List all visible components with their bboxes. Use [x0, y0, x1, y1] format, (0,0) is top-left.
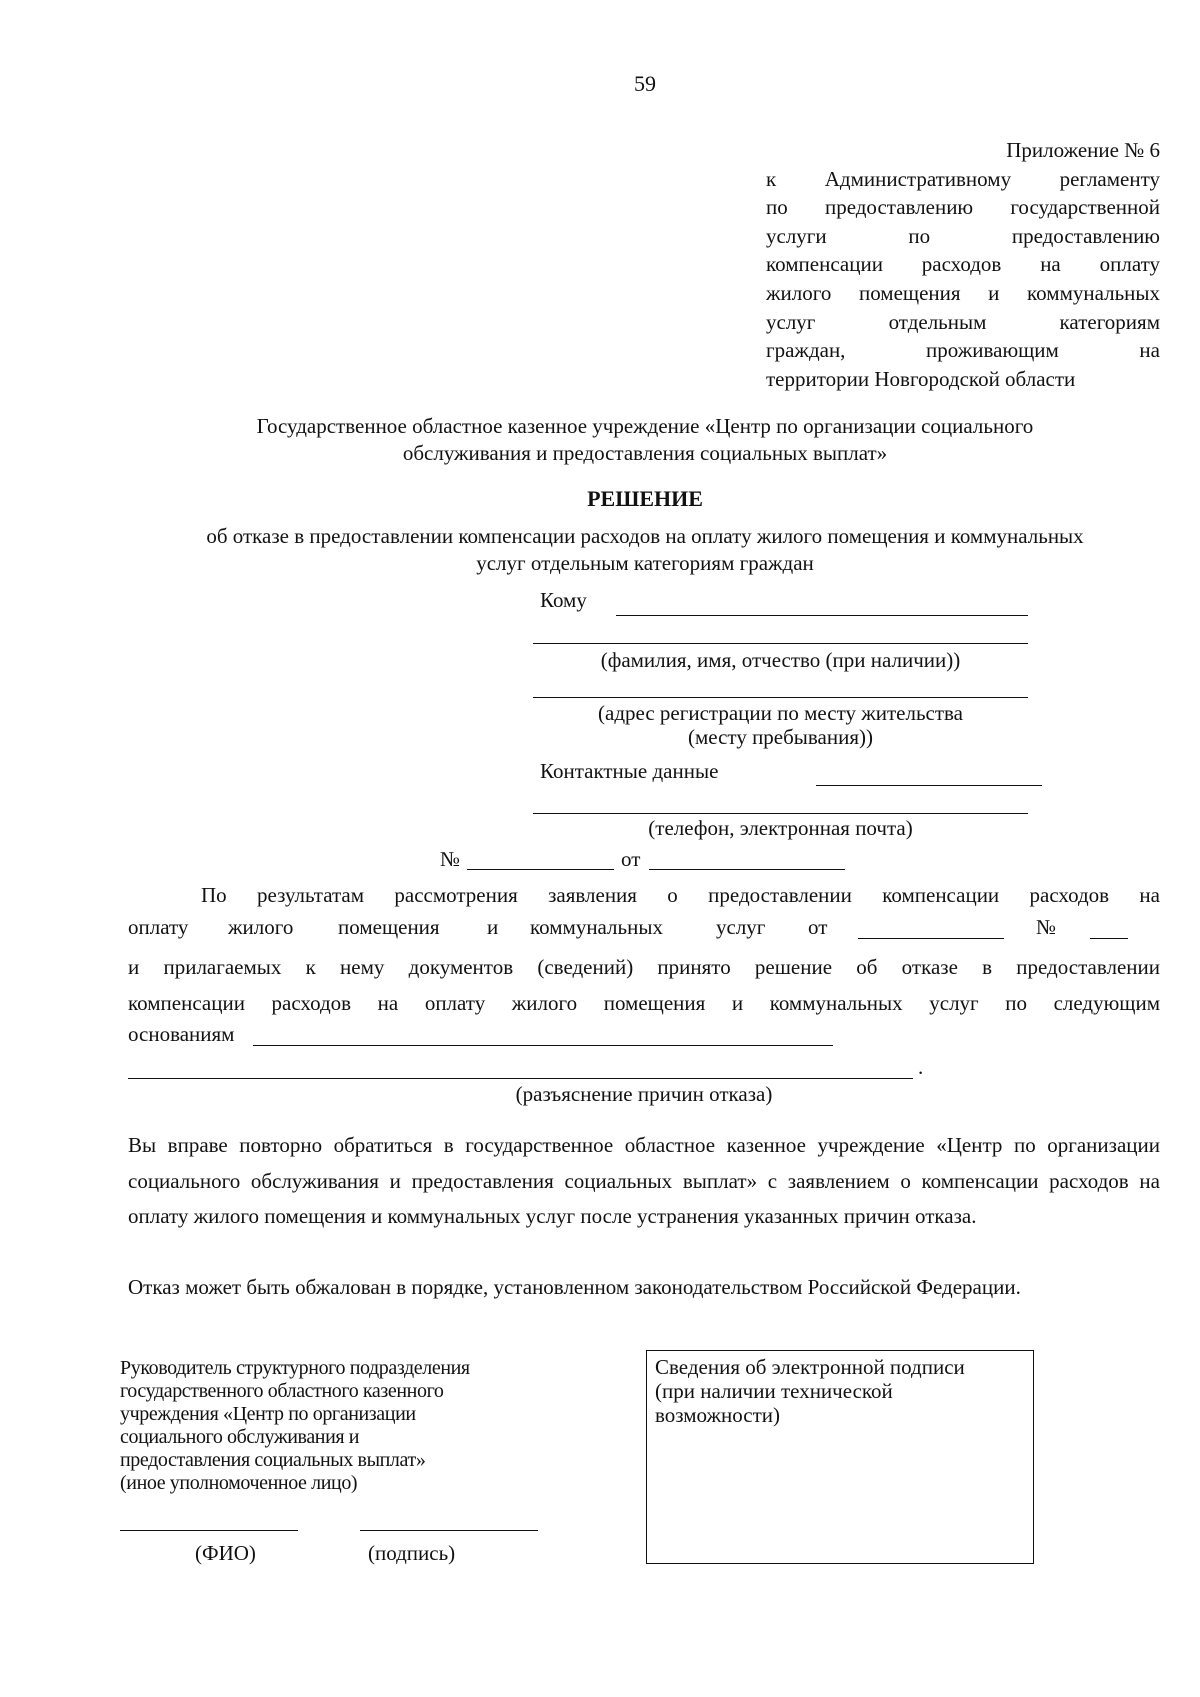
word: помещения — [338, 915, 440, 939]
reapply-paragraph: Вы вправе повторно обратиться в государственное областное казенное учреждение «Центр по организации социального обслуживания и предоставления социальных выплат» с заявлением о компенсации расходов на оплату жилого помещения и коммунальных услуг после устранения указанных причин отказа. — [128, 1133, 1160, 1228]
appendix-number: Приложение № 6 — [1006, 138, 1160, 162]
appendix-line: жилого помещения и коммунальных — [766, 280, 1160, 305]
word: и — [487, 915, 499, 939]
appendix-line: к Административному регламенту — [766, 166, 1160, 191]
signatory-line: государственного областного казенного — [120, 1380, 444, 1402]
esign-line: (при наличии технической — [655, 1379, 893, 1403]
appendix-line: услуги по предоставлению — [766, 223, 1160, 248]
appendix-header — [766, 136, 1160, 393]
signatory-block — [120, 1357, 560, 1495]
signatory-line-split — [120, 1426, 438, 1449]
application-date-field[interactable] — [858, 938, 1004, 939]
word: коммунальных — [530, 915, 663, 939]
to-label: Кому — [540, 588, 587, 612]
decision-number-label: № — [440, 847, 461, 871]
address-caption-line: (месту пребывания)) — [687, 725, 874, 749]
signature-caption: (подпись) — [368, 1541, 456, 1565]
decision-date-label: от — [621, 847, 641, 871]
reason-caption: (разъяснение причин отказа) — [515, 1082, 773, 1106]
word: № — [1036, 915, 1057, 939]
to-name-field-2[interactable] — [533, 643, 1028, 644]
contact-field[interactable] — [816, 785, 1042, 786]
address-caption-line: (адрес регистрации по месту жительства — [598, 701, 963, 725]
paragraph-line: компенсации расходов на оплату жилого помещения и коммунальных услуг по следующим — [128, 990, 1160, 1015]
reasons-field-2[interactable] — [128, 1078, 913, 1079]
appeal-paragraph: Отказ может быть обжалован в порядке, установленном законодательством Российской Федерации. — [128, 1275, 1021, 1299]
paragraph-line: и прилагаемых к нему документов (сведений) принято решение об отказе в предоставлении — [128, 955, 1160, 979]
esign-line: Сведения об электронной подписи — [655, 1355, 965, 1379]
word: жилого — [228, 915, 294, 939]
institution-line: Государственное областное казенное учреждение «Центр по организации социального — [256, 414, 1034, 438]
name-caption: (фамилия, имя, отчество (при наличии)) — [600, 648, 961, 672]
reasons-field[interactable] — [253, 1045, 833, 1046]
address-caption — [533, 701, 1028, 749]
paragraph-line: По результатам рассмотрения заявления о предоставлении компенсации расходов на — [201, 883, 1160, 907]
appendix-line: по предоставлению государственной — [766, 195, 1160, 220]
contact-field-2[interactable] — [533, 813, 1028, 814]
to-name-field[interactable] — [616, 615, 1028, 616]
word: оплату — [128, 915, 189, 939]
reasons-label: основаниям — [128, 1022, 235, 1046]
paragraph-line-with-fields — [128, 914, 1160, 948]
signatory-line: социального обслуживания и — [120, 1426, 360, 1448]
decision-date-field[interactable] — [649, 869, 845, 870]
signatory-line: предоставления социальных выплат» — [120, 1449, 426, 1471]
contact-label: Контактные данные — [540, 759, 719, 783]
word: услуг — [716, 915, 766, 939]
decision-paragraph — [128, 878, 1160, 914]
address-field[interactable] — [533, 697, 1028, 698]
word: от — [808, 915, 828, 939]
esign-line: возможности) — [655, 1403, 781, 1427]
fio-field[interactable] — [120, 1530, 298, 1531]
fio-caption: (ФИО) — [195, 1541, 256, 1565]
institution-name — [120, 413, 1170, 468]
decision-number-field[interactable] — [467, 869, 614, 870]
decision-paragraph-cont — [128, 950, 1160, 1021]
document-subtitle — [120, 523, 1170, 578]
application-number-field[interactable] — [1090, 938, 1128, 939]
contact-caption: (телефон, электронная почта) — [648, 816, 913, 840]
appendix-line: граждан, проживающим на — [766, 338, 1160, 363]
institution-line: обслуживания и предоставления социальных выплат» — [402, 441, 888, 466]
appendix-line: услуг отдельным категориям — [766, 309, 1160, 334]
signatory-line: учреждения «Центр по организации — [120, 1403, 416, 1425]
subtitle-line: об отказе в предоставлении компенсации расходов на оплату жилого помещения и коммунальных — [206, 524, 1084, 548]
appendix-line: территории Новгородской области — [766, 366, 1076, 391]
page-number: 59 — [634, 71, 656, 96]
subtitle-line: услуг отдельным категориям граждан — [476, 551, 814, 576]
signatory-line: Руководитель структурного подразделения — [120, 1357, 470, 1379]
document-title: РЕШЕНИЕ — [587, 486, 703, 511]
electronic-signature-box — [646, 1350, 1034, 1564]
period-mark: . — [918, 1055, 924, 1079]
signatory-line: (иное уполномоченное лицо) — [120, 1472, 358, 1494]
signature-field[interactable] — [360, 1530, 538, 1531]
appendix-line: компенсации расходов на оплату — [766, 252, 1160, 277]
